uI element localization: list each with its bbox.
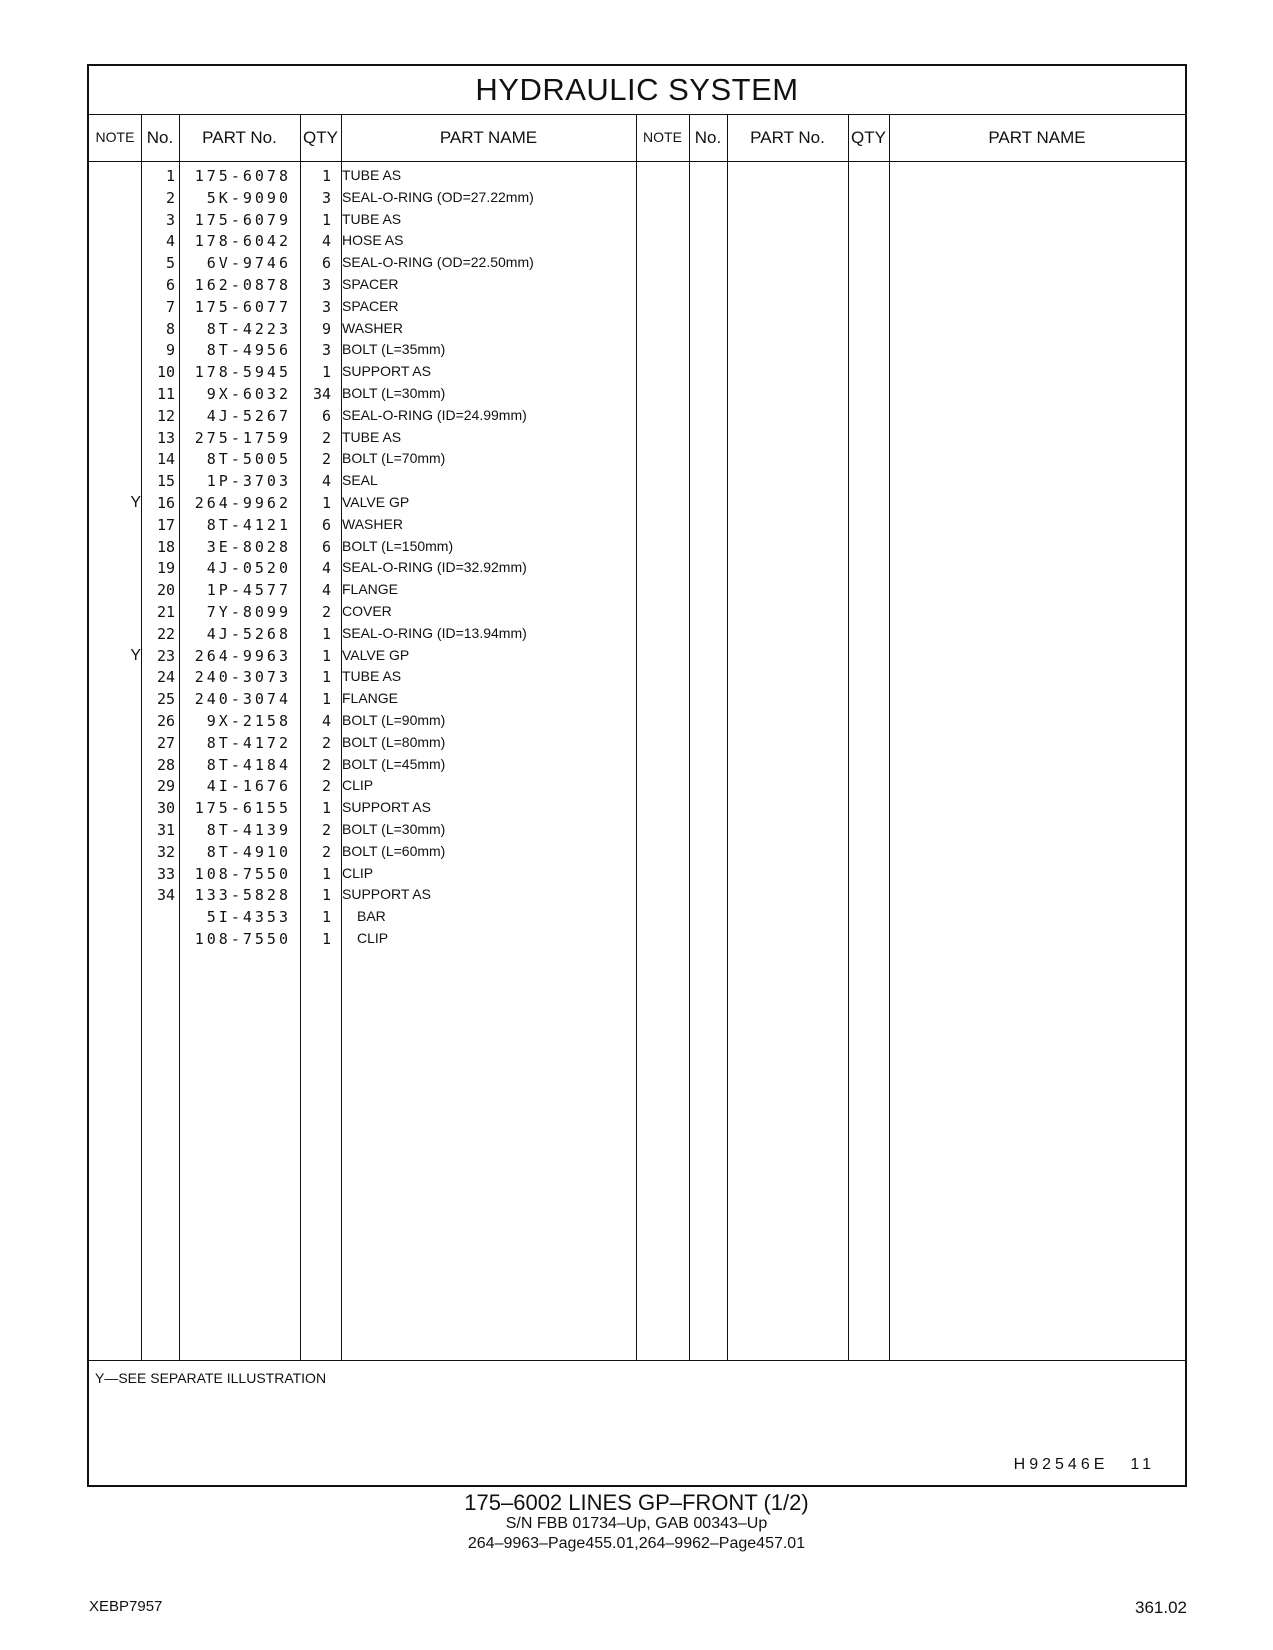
row-quantity: 3 — [321, 276, 331, 294]
row-quantity: 6 — [321, 515, 331, 534]
row-item-number: 1 — [165, 167, 175, 185]
row-part-name: FLANGE — [342, 690, 399, 707]
row-part-name: SEAL-O-RING (OD=27.22mm) — [342, 188, 534, 205]
row-part-name: COVER — [342, 603, 392, 619]
row-part-number: 3E-8028 — [206, 537, 291, 556]
row-item-number: 14 — [156, 450, 175, 469]
row-part-name: BOLT (L=30mm) — [342, 821, 446, 837]
row-part-name: BAR — [357, 908, 386, 925]
row-quantity: 4 — [321, 232, 331, 251]
row-part-number: 175-6155 — [194, 799, 291, 818]
row-quantity: 4 — [321, 581, 331, 600]
illustration-code — [1014, 1456, 1155, 1474]
row-quantity: 6 — [321, 254, 331, 273]
illustration-ref: 11 — [1130, 1456, 1155, 1473]
row-quantity: 1 — [321, 167, 331, 185]
section-title: HYDRAULIC SYSTEM — [89, 66, 1185, 115]
row-part-name: TUBE AS — [342, 210, 402, 227]
footnote: Y—SEE SEPARATE ILLUSTRATION — [95, 1370, 327, 1386]
row-part-number: 8T-5005 — [206, 450, 291, 469]
row-quantity: 1 — [321, 930, 331, 948]
row-quantity: 2 — [321, 428, 331, 447]
row-part-name: CLIP — [357, 930, 389, 946]
row-part-number: 162-0878 — [194, 276, 291, 294]
row-item-number: 16 — [156, 494, 175, 512]
document-id: XEBP7957 — [89, 1598, 163, 1615]
row-quantity: 2 — [321, 603, 331, 621]
row-item-number: 10 — [156, 363, 175, 382]
header-part-name-right: PART NAME — [988, 128, 1086, 147]
row-item-number: 29 — [156, 777, 175, 796]
row-item-number: 24 — [156, 668, 175, 687]
row-part-number: 133-5828 — [194, 886, 291, 905]
row-item-number: 34 — [156, 886, 175, 905]
row-part-number: 264-9962 — [194, 494, 291, 512]
row-part-number: 178-6042 — [194, 232, 291, 251]
row-item-number: 18 — [156, 537, 175, 556]
row-item-number: 8 — [165, 319, 175, 338]
row-part-number: 5I-4353 — [206, 908, 291, 927]
header-note-right: NOTE — [643, 129, 682, 145]
row-part-number: 178-5945 — [194, 363, 291, 382]
row-part-number: 6V-9746 — [206, 254, 291, 273]
column-divider — [848, 114, 849, 1360]
column-divider — [889, 114, 890, 1360]
row-quantity: 2 — [321, 733, 331, 752]
row-part-name: SUPPORT AS — [342, 799, 431, 816]
row-quantity: 3 — [321, 188, 331, 207]
row-item-number: 17 — [156, 515, 175, 534]
row-part-number: 108-7550 — [194, 930, 291, 948]
row-part-name: SEAL — [342, 472, 378, 489]
row-note: Y — [130, 494, 141, 511]
row-item-number: 13 — [156, 428, 175, 447]
row-item-number: 22 — [156, 624, 175, 643]
row-item-number: 32 — [156, 842, 175, 861]
row-part-name: SUPPORT AS — [342, 886, 431, 903]
row-part-number: 8T-4121 — [206, 515, 291, 534]
row-part-name: BOLT (L=150mm) — [342, 537, 454, 554]
row-part-number: 8T-4223 — [206, 319, 291, 338]
row-item-number: 30 — [156, 799, 175, 818]
page-references: 264‒9963‒Page455.01,264‒9962‒Page457.01 — [467, 1535, 806, 1552]
row-quantity: 6 — [321, 406, 331, 425]
parts-table-frame — [87, 64, 1187, 1487]
row-item-number: 6 — [165, 276, 175, 294]
row-item-number: 7 — [165, 297, 175, 316]
row-part-number: 4J-5267 — [206, 406, 291, 425]
row-part-number: 175-6079 — [194, 210, 291, 229]
row-quantity: 4 — [321, 472, 331, 491]
row-item-number: 28 — [156, 755, 175, 774]
row-quantity: 3 — [321, 297, 331, 316]
row-item-number: 4 — [165, 232, 175, 251]
row-part-number: 264-9963 — [194, 646, 291, 665]
row-part-number: 4I-1676 — [206, 777, 291, 796]
header-no-right: No. — [694, 128, 722, 147]
row-quantity: 1 — [321, 624, 331, 643]
row-quantity: 1 — [321, 494, 331, 512]
row-quantity: 1 — [321, 864, 331, 883]
row-part-name: CLIP — [342, 864, 374, 881]
row-part-name: SPACER — [342, 276, 399, 292]
row-part-number: 1P-3703 — [206, 472, 291, 491]
row-quantity: 2 — [321, 777, 331, 796]
column-divider — [636, 114, 637, 1360]
row-part-number: 108-7550 — [194, 864, 291, 883]
row-part-number: 5K-9090 — [206, 188, 291, 207]
row-part-name: VALVE GP — [342, 494, 410, 510]
illustration-code-text: H92546E — [1013, 1456, 1109, 1473]
row-part-number: 9X-2158 — [206, 712, 291, 730]
row-part-name: SEAL-O-RING (ID=24.99mm) — [342, 406, 527, 423]
row-part-name: SPACER — [342, 297, 399, 314]
row-part-number: 8T-4139 — [206, 821, 291, 839]
row-part-number: 175-6077 — [194, 297, 291, 316]
row-quantity: 1 — [321, 363, 331, 382]
row-item-number: 11 — [156, 385, 175, 403]
row-part-number: 8T-4956 — [206, 341, 291, 360]
row-quantity: 1 — [321, 908, 331, 927]
row-item-number: 5 — [165, 254, 175, 273]
page-number: 361.02 — [1135, 1598, 1187, 1617]
row-part-name: TUBE AS — [342, 668, 402, 685]
column-divider — [727, 114, 728, 1360]
row-part-number: 8T-4172 — [206, 733, 291, 752]
serial-range: S/N FBB 01734‒Up, GAB 00343‒Up — [505, 1515, 768, 1532]
row-part-name: BOLT (L=90mm) — [342, 712, 446, 728]
row-part-name: SEAL-O-RING (ID=13.94mm) — [342, 624, 527, 641]
row-quantity: 1 — [321, 690, 331, 709]
row-part-number: 7Y-8099 — [206, 603, 291, 621]
row-item-number: 25 — [156, 690, 175, 709]
row-part-number: 8T-4184 — [206, 755, 291, 774]
header-part-no-right: PART No. — [750, 128, 825, 147]
header-note: NOTE — [95, 129, 135, 145]
row-quantity: 34 — [312, 385, 331, 403]
row-item-number: 12 — [156, 406, 175, 425]
row-part-name: BOLT (L=60mm) — [342, 842, 446, 859]
row-item-number: 15 — [156, 472, 175, 491]
row-item-number: 27 — [156, 733, 175, 752]
row-quantity: 1 — [321, 646, 331, 665]
row-item-number: 21 — [156, 603, 175, 621]
row-part-number: 4J-5268 — [206, 624, 291, 643]
row-part-number: 240-3073 — [194, 668, 291, 687]
row-item-number: 19 — [156, 559, 175, 578]
group-caption: 175‒6002 LINES GP‒FRONT (1/2) — [464, 1490, 809, 1515]
column-divider — [689, 114, 690, 1360]
row-quantity: 2 — [321, 842, 331, 861]
header-part-no: PART No. — [202, 128, 277, 147]
row-quantity: 1 — [321, 668, 331, 687]
row-part-number: 240-3074 — [194, 690, 291, 709]
row-part-name: BOLT (L=45mm) — [342, 755, 446, 772]
row-part-name: TUBE AS — [342, 428, 402, 445]
table-bottom-rule — [89, 1360, 1185, 1361]
header-qty: QTY — [303, 128, 338, 147]
row-part-name: CLIP — [342, 777, 374, 794]
row-item-number: 33 — [156, 864, 175, 883]
row-part-name: BOLT (L=80mm) — [342, 733, 446, 750]
row-part-number: 175-6078 — [194, 167, 291, 185]
row-quantity: 3 — [321, 341, 331, 360]
row-part-name: SEAL-O-RING (ID=32.92mm) — [342, 559, 527, 576]
row-quantity: 9 — [321, 319, 331, 338]
row-part-name: WASHER — [342, 515, 403, 532]
row-quantity: 2 — [321, 755, 331, 774]
row-item-number: 20 — [156, 581, 175, 600]
row-part-name: SUPPORT AS — [342, 363, 431, 380]
row-note: Y — [130, 646, 141, 664]
row-item-number: 31 — [156, 821, 175, 839]
row-item-number: 3 — [165, 210, 175, 229]
row-part-name: WASHER — [342, 319, 403, 336]
row-part-name: BOLT (L=35mm) — [342, 341, 446, 358]
header-qty-right: QTY — [851, 128, 886, 147]
row-part-number: 8T-4910 — [206, 842, 291, 861]
row-part-name: TUBE AS — [342, 167, 402, 183]
row-part-number: 275-1759 — [194, 428, 291, 447]
row-item-number: 9 — [165, 341, 175, 360]
row-quantity: 2 — [321, 821, 331, 839]
row-part-number: 9X-6032 — [206, 385, 291, 403]
row-part-name: BOLT (L=70mm) — [342, 450, 446, 467]
row-quantity: 1 — [321, 799, 331, 818]
row-part-name: FLANGE — [342, 581, 399, 598]
row-part-number: 1P-4577 — [206, 581, 291, 600]
row-quantity: 4 — [321, 559, 331, 578]
row-part-name: BOLT (L=30mm) — [342, 385, 446, 401]
row-quantity: 6 — [321, 537, 331, 556]
row-part-name: VALVE GP — [342, 646, 410, 663]
row-item-number: 26 — [156, 712, 175, 730]
row-quantity: 1 — [321, 886, 331, 905]
row-quantity: 1 — [321, 210, 331, 229]
row-part-name: SEAL-O-RING (OD=22.50mm) — [342, 254, 534, 271]
row-part-number: 4J-0520 — [206, 559, 291, 578]
row-quantity: 4 — [321, 712, 331, 730]
header-no: No. — [146, 128, 174, 147]
row-item-number: 2 — [165, 188, 175, 207]
row-item-number: 23 — [156, 646, 175, 665]
row-part-name: HOSE AS — [342, 232, 404, 249]
header-part-name: PART NAME — [439, 128, 538, 147]
row-quantity: 2 — [321, 450, 331, 469]
